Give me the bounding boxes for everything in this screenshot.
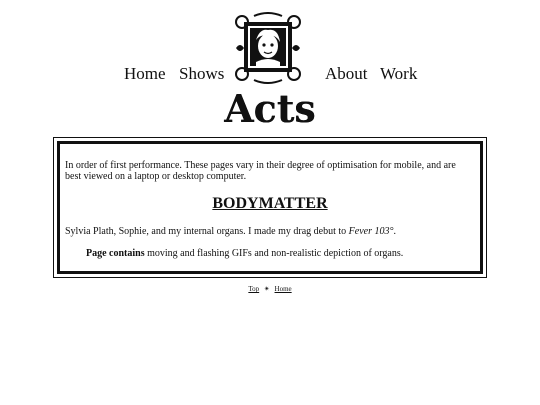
content-warning <box>86 248 476 259</box>
top-navigation <box>0 0 540 100</box>
portrait-logo-icon[interactable] <box>234 12 302 84</box>
footer-link-top[interactable]: Top <box>248 285 260 293</box>
nav-link-shows[interactable]: Shows <box>179 64 225 83</box>
desc-suffix: . <box>393 226 396 237</box>
desc-prefix: Sylvia Plath, Sophie, and my internal organs. I made my drag debut to <box>65 226 349 237</box>
intro-text: In order of first performance. These pages vary in their degree of optimisation for mobile, and are best viewed on a laptop or desktop computer. <box>65 160 456 182</box>
nav-link-about[interactable]: About <box>325 64 368 83</box>
nav-link-work[interactable]: Work <box>380 64 418 83</box>
show-description <box>65 226 475 237</box>
footer-link-home[interactable]: Home <box>274 285 292 293</box>
page-title: Acts <box>224 86 316 131</box>
desc-emphasis: Fever 103° <box>348 226 394 237</box>
footer-links <box>0 285 540 293</box>
warning-text: moving and flashing GIFs and non-realistic depiction of organs. <box>144 248 404 259</box>
content-box <box>57 141 483 274</box>
warning-label: Page contains <box>86 248 145 259</box>
footer-separator-icon: ✴ <box>263 285 270 293</box>
section-heading-bodymatter[interactable]: BODYMATTER <box>212 195 328 212</box>
nav-link-home[interactable]: Home <box>124 64 166 83</box>
